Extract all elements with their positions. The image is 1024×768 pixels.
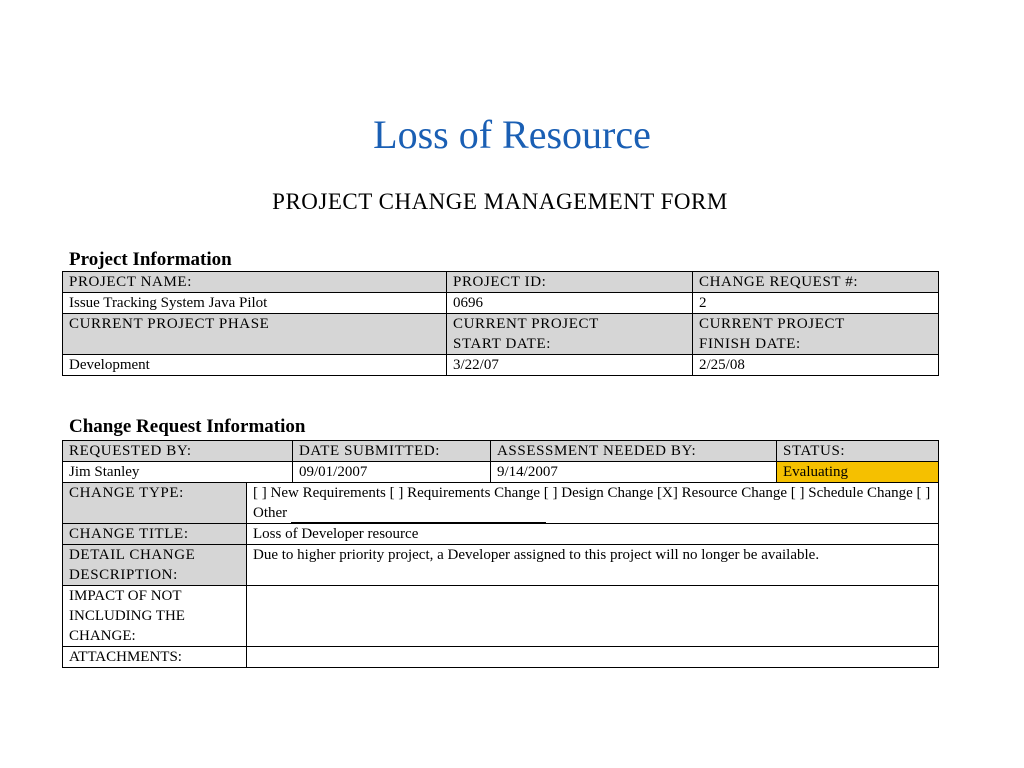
status-value: Evaluating (777, 462, 939, 483)
current-phase-value: Development (63, 355, 447, 376)
change-request-information-table (62, 440, 939, 668)
requested-by-label: REQUESTED BY: (63, 441, 293, 462)
change-request-number-label: CHANGE REQUEST #: (693, 272, 939, 293)
impact-label-line1: IMPACT OF NOT (69, 588, 182, 604)
project-id-value: 0696 (447, 293, 693, 314)
detail-description-label (63, 545, 247, 586)
change-title-value: Loss of Developer resource (247, 524, 939, 545)
impact-label-line3: CHANGE: (69, 628, 136, 644)
change-request-number-value: 2 (693, 293, 939, 314)
project-name-label: PROJECT NAME: (63, 272, 447, 293)
finish-date-label (693, 314, 939, 355)
slide-title: Loss of Resource (373, 112, 651, 157)
attachments-label: ATTACHMENTS: (63, 647, 247, 668)
detail-description-value: Due to higher priority project, a Developer assigned to this project will no longer be available. (247, 545, 939, 586)
start-date-label-line2: START DATE: (453, 336, 551, 352)
start-date-label (447, 314, 693, 355)
impact-value (247, 586, 939, 647)
finish-date-value: 2/25/08 (693, 355, 939, 376)
current-phase-label: CURRENT PROJECT PHASE (63, 314, 447, 355)
other-blank-line (291, 508, 546, 523)
attachments-value (247, 647, 939, 668)
change-type-options: [ ] New Requirements [ ] Requirements Change [ ] Design Change [X] Resource Change [ ] Schedule Change [ ] Other (253, 485, 931, 521)
project-information-heading: Project Information (69, 249, 232, 270)
requested-by-value: Jim Stanley (63, 462, 293, 483)
change-title-label: CHANGE TITLE: (63, 524, 247, 545)
status-label: STATUS: (777, 441, 939, 462)
impact-label-line2: INCLUDING THE (69, 608, 185, 624)
change-type-label: CHANGE TYPE: (63, 483, 247, 524)
assessment-needed-by-label: ASSESSMENT NEEDED BY: (491, 441, 777, 462)
project-name-value: Issue Tracking System Java Pilot (63, 293, 447, 314)
impact-label (63, 586, 247, 647)
date-submitted-value: 09/01/2007 (293, 462, 491, 483)
detail-description-label-line2: DESCRIPTION: (69, 567, 178, 583)
project-id-label: PROJECT ID: (447, 272, 693, 293)
start-date-label-line1: CURRENT PROJECT (453, 316, 599, 332)
detail-description-label-line1: DETAIL CHANGE (69, 547, 196, 563)
change-request-information-heading: Change Request Information (69, 416, 306, 437)
project-information-table (62, 271, 939, 376)
change-type-value (247, 483, 939, 524)
finish-date-label-line1: CURRENT PROJECT (699, 316, 845, 332)
start-date-value: 3/22/07 (447, 355, 693, 376)
date-submitted-label: DATE SUBMITTED: (293, 441, 491, 462)
finish-date-label-line2: FINISH DATE: (699, 336, 801, 352)
form-title: PROJECT CHANGE MANAGEMENT FORM (272, 189, 728, 214)
assessment-needed-by-value: 9/14/2007 (491, 462, 777, 483)
